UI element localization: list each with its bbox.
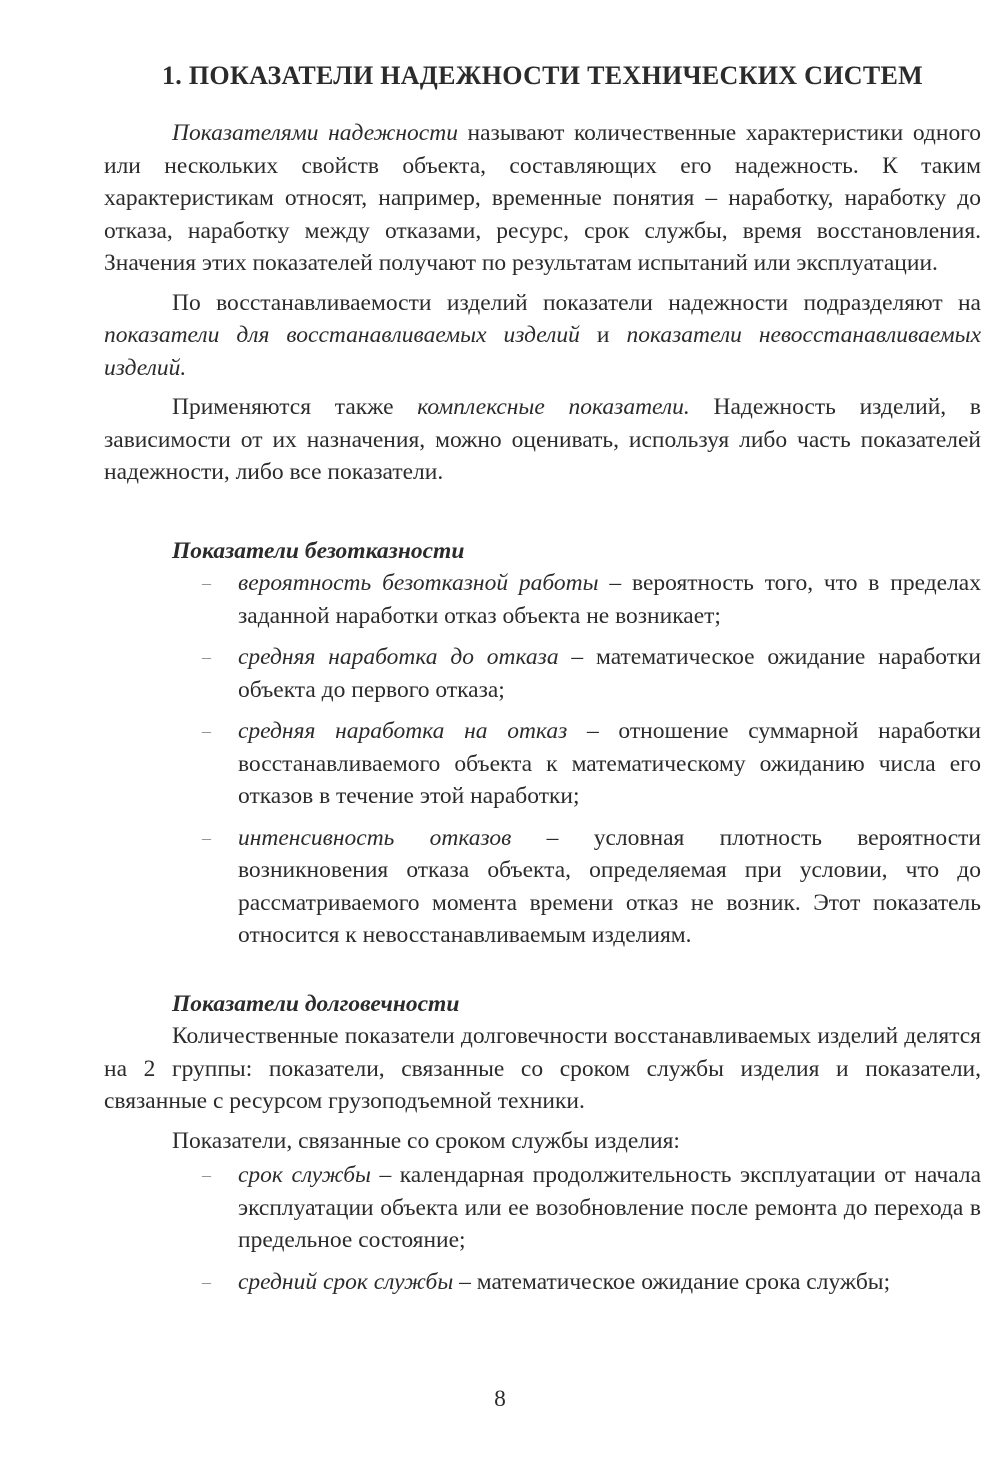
- section-heading-durability: Показатели долговечности: [172, 990, 460, 1017]
- list-term: средняя наработка до отказа: [238, 644, 559, 670]
- chapter-title: 1. ПОКАЗАТЕЛИ НАДЕЖНОСТИ ТЕХНИЧЕСКИХ СИСТЕМ: [162, 61, 923, 90]
- dash-bullet: –: [202, 1271, 211, 1292]
- durability-paragraph-1: Количественные показатели долговечности восстанавливаемых изделий делятся на 2 группы: показатели, связанные со сроком службы изделия и показатели, связанные с ресурсом грузоподъемной техники.: [104, 1023, 981, 1114]
- list-definition: – математическое ожидание срока службы;: [453, 1268, 891, 1295]
- list-item: [104, 822, 981, 952]
- list-definition: – вероятность того, что в пределах заданной наработки отказ объекта не возникает;: [238, 570, 981, 629]
- list-term: средняя наработка на отказ: [238, 718, 568, 744]
- intro-paragraph-1: [104, 117, 981, 280]
- paragraph-text: и: [579, 322, 627, 348]
- emphasis-term: показатели невосстанавливаемых изделий.: [104, 322, 982, 381]
- list-definition: – календарная продолжительность эксплуатации от начала эксплуатации объекта или ее возобновление после ремонта до перехода в предельное состояние;: [238, 1162, 981, 1253]
- document-page: [104, 56, 981, 1307]
- dash-bullet: –: [202, 721, 211, 741]
- intro-paragraph-3: [104, 391, 981, 489]
- page-number: 8: [494, 1386, 506, 1412]
- list-term: средний срок службы: [238, 1268, 454, 1295]
- intro-paragraph-2: [104, 287, 981, 385]
- list-item: [104, 715, 981, 813]
- list-definition: – отношение суммарной наработки восстанавливаемого объекта к математическому ожиданию числа его отказов в течение этой наработки;: [238, 718, 982, 809]
- reliability-indicators-list: [104, 567, 981, 952]
- emphasis-term: комплексные показатели.: [417, 394, 690, 420]
- paragraph-text: Надежность изделий, в зависимости от их назначения, можно оценивать, используя либо часть показателей надежности, либо все показатели.: [104, 394, 981, 485]
- list-term: срок службы: [238, 1162, 371, 1188]
- service-life-indicators-list: [104, 1159, 981, 1298]
- dash-bullet: –: [202, 1165, 211, 1185]
- list-item: [104, 641, 981, 706]
- list-term: вероятность безотказной работы: [238, 570, 599, 596]
- paragraph-text: называют количественные характеристики одного или нескольких свойств объекта, составляющих его надежность. К таким характеристикам относят, например, временные понятия – наработку, наработку до отказа, наработку между отказами, ресурс, срок службы, время восстановления. Значения этих показателей получают по результатам испытаний или эксплуатации.: [104, 120, 981, 276]
- dash-bullet: –: [202, 573, 211, 593]
- paragraph-text: По восстанавливаемости изделий показатели надежности подразделяют на: [172, 289, 981, 316]
- list-definition: – математическое ожидание наработки объекта до первого отказа;: [238, 644, 981, 703]
- list-item: [104, 1266, 981, 1299]
- emphasis-term: Показателями надежности: [172, 120, 458, 146]
- list-item: [104, 1159, 981, 1257]
- dash-bullet: –: [202, 827, 211, 848]
- list-item: [104, 567, 981, 632]
- section-heading-reliability: Показатели безотказности: [172, 537, 465, 564]
- durability-paragraph-2: Показатели, связанные со сроком службы изделия:: [172, 1127, 680, 1154]
- emphasis-term: показатели для восстанавливаемых изделий: [104, 322, 580, 348]
- paragraph-text: Применяются также: [172, 394, 418, 420]
- dash-bullet: –: [202, 647, 211, 667]
- list-term: интенсивность отказов: [238, 824, 512, 851]
- list-definition: – условная плотность вероятности возникновения отказа объекта, определяемая при условии, что до рассматриваемого момента времени отказ не возник. Этот показатель относится к невосстанавливаемым изделиям.: [238, 824, 981, 948]
